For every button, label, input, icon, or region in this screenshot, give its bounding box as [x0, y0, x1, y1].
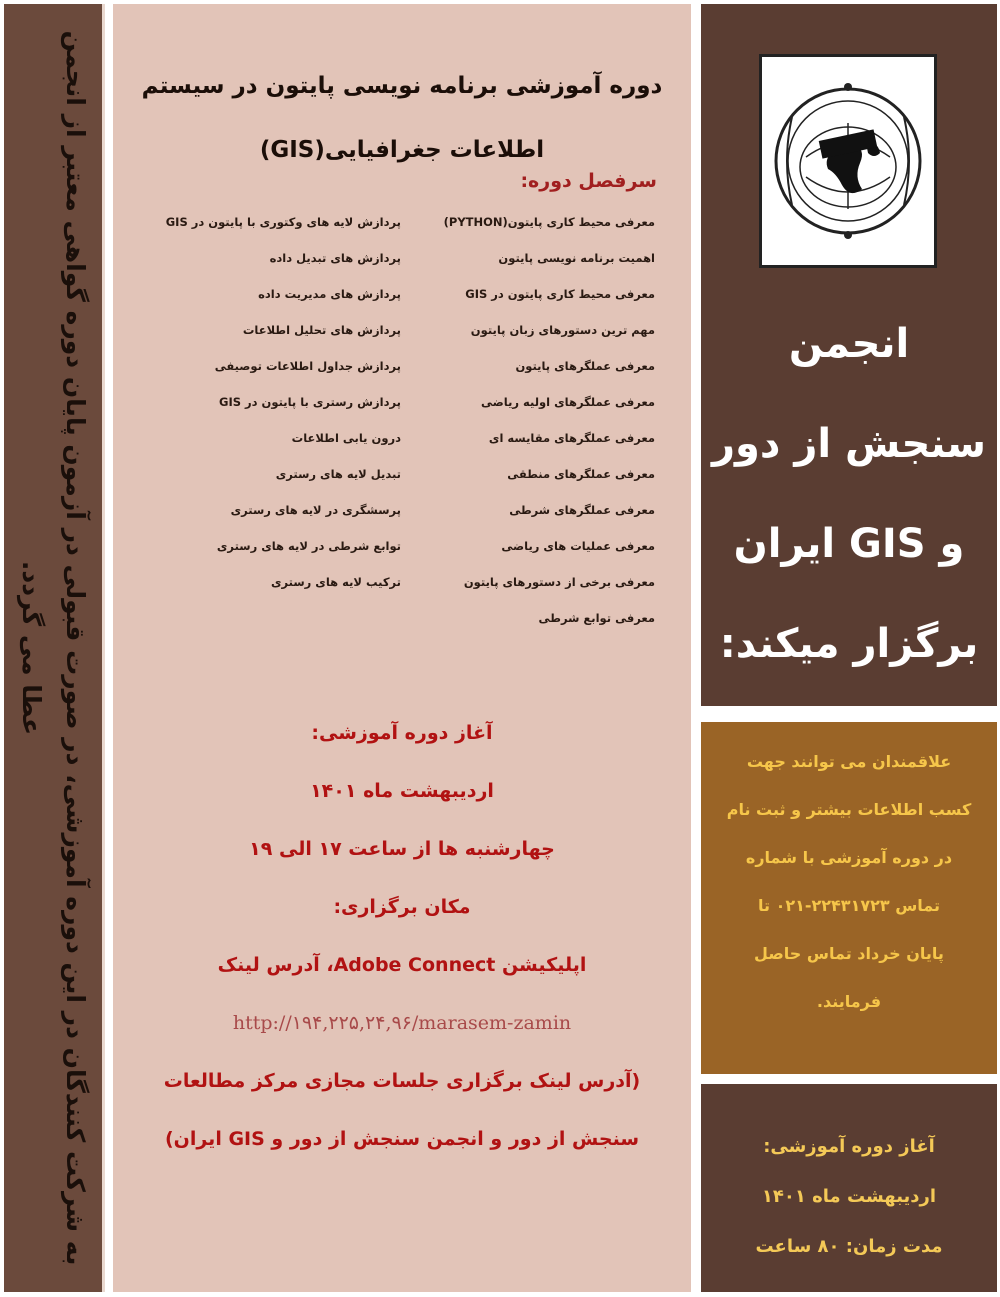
- syllabus-heading: سرفصل دوره:: [520, 170, 657, 192]
- topic-item: پردازش جداول اطلاعات توصیفی: [214, 359, 401, 373]
- course-panel: [113, 4, 691, 1292]
- topic-item: تبدیل لایه های رستری: [275, 467, 401, 481]
- organizer-line-2: سنجش از دور: [711, 421, 987, 467]
- topic-item: معرفی عملگرهای شرطی: [509, 503, 655, 517]
- topic-item: پرسشگری در لایه های رستری: [230, 503, 401, 517]
- link-note-line-2: سنجش از دور و انجمن سنجش از دور و GIS ایران): [164, 1128, 640, 1150]
- contact-phone-line: تماس ۲۲۴۳۱۷۲۳-۰۲۱ تا: [757, 896, 941, 915]
- topic-item: معرفی عملگرهای اولیه ریاضی: [481, 395, 655, 409]
- topic-item: پردازش های مدیریت داده: [258, 287, 401, 301]
- meeting-link[interactable]: http://۱۹۴,۲۲۵,۲۴,۹۶/marasem-zamin: [232, 1012, 572, 1034]
- globe-emblem-icon: [759, 54, 937, 268]
- topics-column-right: [405, 204, 655, 636]
- start-label: آغاز دوره آموزشی:: [311, 722, 493, 744]
- venue-label: مکان برگزاری:: [333, 896, 471, 918]
- venue: اپلیکیشن Adobe Connect، آدرس لینک: [217, 954, 587, 976]
- certificate-note: به شرکت کنندگان در این دوره آموزشی، در صورت قبولی در آزمون پایان دوره گواهی معتبر از انجمن عطا می گردد.: [17, 30, 90, 1266]
- topic-item: ترکیب لایه های رستری: [270, 575, 401, 589]
- topic-item: توابع شرطی در لایه های رستری: [216, 539, 401, 553]
- topic-item: پردازش های تبدیل داده: [269, 251, 401, 265]
- contact-line-2: کسب اطلاعات بیشتر و ثبت نام: [726, 800, 972, 819]
- summary-start-date: اردیبهشت ماه ۱۴۰۱: [761, 1186, 937, 1207]
- summary-panel: [701, 1084, 997, 1292]
- summary-start-label: آغاز دوره آموزشی:: [763, 1136, 935, 1157]
- topic-item: معرفی برخی از دستورهای پایتون: [463, 575, 655, 589]
- topic-item: پردازش لایه های وکتوری با پایتون در GIS: [165, 215, 401, 229]
- contact-line-6: فرمایند.: [816, 992, 882, 1011]
- topic-item: پردازش های تحلیل اطلاعات: [242, 323, 401, 337]
- topic-item: معرفی توابع شرطی: [538, 611, 655, 625]
- start-date: اردیبهشت ماه ۱۴۰۱: [310, 780, 494, 802]
- topic-item: معرفی محیط کاری پایتون(PYTHON): [443, 215, 655, 229]
- course-title-line-1: دوره آموزشی برنامه نویسی پایتون در سیستم: [141, 73, 663, 99]
- topic-item: معرفی عملگرهای منطقی: [507, 467, 655, 481]
- summary-text: [715, 1122, 983, 1272]
- topic-item: معرفی عملگرهای مقایسه ای: [488, 431, 655, 445]
- organizer-line-3: و GIS ایران: [733, 521, 965, 567]
- link-note-line-1: (آدرس لینک برگزاری جلسات مجازی مرکز مطالعات: [163, 1070, 641, 1092]
- topic-item: اهمیت برنامه نویسی پایتون: [498, 251, 655, 265]
- topic-item: معرفی محیط کاری پایتون در GIS: [465, 287, 655, 301]
- side-banner: [4, 4, 105, 1292]
- contact-line-5: پایان خرداد تماس حاصل: [754, 944, 944, 963]
- contact-line-3: در دوره آموزشی با شماره: [745, 848, 953, 867]
- topic-item: معرفی عملگرهای پایتون: [515, 359, 655, 373]
- course-info: [133, 704, 671, 1168]
- topic-item: معرفی عملیات های ریاضی: [501, 539, 655, 553]
- organizer-line-4: برگزار میکند:: [719, 621, 979, 667]
- schedule: چهارشنبه ها از ساعت ۱۷ الی ۱۹: [249, 838, 555, 860]
- contact-text: [715, 738, 983, 1026]
- organizer-panel: [701, 4, 997, 706]
- summary-duration: مدت زمان: ۸۰ ساعت: [755, 1236, 943, 1257]
- topic-item: مهم ترین دستورهای زبان پایتون: [470, 323, 655, 337]
- topics-column-left: [151, 204, 401, 600]
- organizer-line-1: انجمن: [788, 321, 910, 367]
- course-title-line-2: اطلاعات جغرافیایی(GIS): [259, 137, 545, 163]
- organizer-name: [711, 294, 987, 694]
- course-title: [133, 54, 671, 182]
- contact-panel: [701, 722, 997, 1074]
- contact-line-1: علاقمندان می توانند جهت: [746, 752, 952, 771]
- topic-item: پردازش رستری با پایتون در GIS: [219, 395, 401, 409]
- topic-item: درون یابی اطلاعات: [291, 431, 401, 445]
